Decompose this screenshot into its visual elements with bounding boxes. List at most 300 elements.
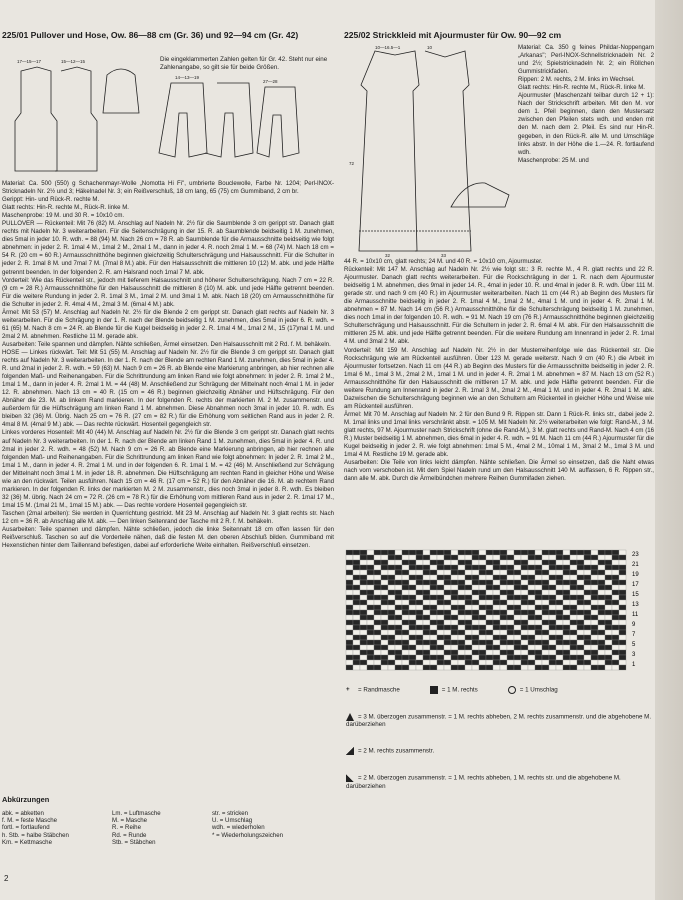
chart-cell <box>458 655 465 660</box>
chart-cell <box>570 565 577 570</box>
chart-cell <box>549 665 556 670</box>
chart-cell <box>451 555 458 560</box>
chart-cell <box>367 630 374 635</box>
chart-cell <box>556 660 563 665</box>
chart-cell <box>430 605 437 610</box>
right-para-vorder: Vorderteil: Mit 159 M. Anschlag auf Nadeln Nr. 2½ in der Musterreihenfolge wie das Rückenteil str. Die Rockschrägung wie am Rückenteil ausführen. Über 123 M. gerade weiterstr. Nach 9 cm (40 R.) die Arbeit im Ajourmuster fortsetzen. Nach 11 cm (44 R.) ab Beginn des Musters für die Armausschnitte beidseitig in jeder 2. R. 1mal 6 M., 1mal 3 M., 2mal 2 M., 1mal 1 M. und in jeder 4. R. 2mal 1 M. abnehmen = 87 M. Nach 13 cm (52 R.) Armausschnitthöhe für den Halsausschnitt die mittleren 17 M. abk. und jede Hälfte getrennt beenden. Für die weitere Rundung am Innenrand in jeder 2. R. 1mal 3 M., 2mal 2 M., 4mal 1 M. und in jeder 4. R. 2mal 1 M. abk. Dazwischen die Schulterschrägung beginnen wie an den Schultern am Rückenteil in gleicher Höhe und Weise wie am Rückenteil ausführen. <box>344 346 654 410</box>
chart-cell <box>395 660 402 665</box>
chart-cell <box>381 565 388 570</box>
chart-cell <box>542 610 549 615</box>
chart-cell <box>381 590 388 595</box>
chart-cell <box>549 615 556 620</box>
chart-cell <box>619 605 626 610</box>
chart-cell <box>479 590 486 595</box>
chart-cell <box>353 620 360 625</box>
chart-cell <box>423 650 430 655</box>
chart-cell <box>423 575 430 580</box>
chart-cell <box>619 635 626 640</box>
chart-cell <box>528 630 535 635</box>
chart-cell <box>521 610 528 615</box>
chart-cell <box>381 560 388 565</box>
chart-cell <box>381 645 388 650</box>
chart-cell <box>430 630 437 635</box>
chart-cell <box>563 630 570 635</box>
chart-row-label: 17 <box>632 582 639 588</box>
chart-cell <box>374 570 381 575</box>
chart-cell <box>388 665 395 670</box>
abbrev-col-1 <box>2 810 69 846</box>
chart-cell <box>388 620 395 625</box>
chart-cell <box>479 620 486 625</box>
chart-cell <box>563 610 570 615</box>
chart-cell <box>542 550 549 555</box>
chart-cell <box>542 565 549 570</box>
chart-cell <box>514 575 521 580</box>
legend-k2tog: = 2 M. rechts zusammenstr. <box>346 747 654 756</box>
chart-cell <box>409 575 416 580</box>
chart-cell <box>472 585 479 590</box>
chart-cell <box>507 605 514 610</box>
chart-cell <box>486 610 493 615</box>
chart-cell <box>570 550 577 555</box>
chart-cell <box>437 590 444 595</box>
chart-cell <box>619 550 626 555</box>
knit-stitch-icon <box>430 686 438 694</box>
chart-cell <box>500 620 507 625</box>
chart-cell <box>402 570 409 575</box>
chart-cell <box>346 595 353 600</box>
chart-cell <box>479 580 486 585</box>
chart-cell <box>514 605 521 610</box>
chart-cell <box>451 610 458 615</box>
left-para-taschen: Taschen (2mal arbeiten): Sie werden in Querrichtung gestrickt. Mit 23 M. Anschlag auf Nadeln Nr. 3 glatt rechts str. Nach 12 cm = 36 R. ab Anschlag alle M. abk. — Den linken Seitenrand der Tasche mit 2 R. f. M. behäkeln. <box>2 509 334 525</box>
chart-cell <box>486 655 493 660</box>
chart-cell <box>423 635 430 640</box>
chart-cell <box>556 645 563 650</box>
chart-cell <box>535 635 542 640</box>
chart-cell <box>556 650 563 655</box>
chart-cell <box>416 620 423 625</box>
chart-cell <box>367 650 374 655</box>
chart-cell <box>605 620 612 625</box>
chart-cell <box>542 615 549 620</box>
chart-cell <box>591 560 598 565</box>
chart-cell <box>381 655 388 660</box>
chart-cell <box>521 570 528 575</box>
chart-cell <box>493 635 500 640</box>
chart-cell <box>353 630 360 635</box>
chart-cell <box>444 640 451 645</box>
chart-cell <box>451 630 458 635</box>
chart-cell <box>430 640 437 645</box>
chart-cell <box>395 550 402 555</box>
chart-cell <box>353 550 360 555</box>
chart-cell <box>353 610 360 615</box>
right-side-glatt: Glatt rechts: Hin-R. rechte M., Rück-R. linke M. <box>518 84 645 92</box>
chart-cell <box>395 620 402 625</box>
chart-cell <box>409 640 416 645</box>
chart-cell <box>430 560 437 565</box>
chart-cell <box>346 575 353 580</box>
chart-cell <box>353 650 360 655</box>
chart-cell <box>521 620 528 625</box>
chart-cell <box>542 590 549 595</box>
chart-cell <box>374 565 381 570</box>
chart-cell <box>556 655 563 660</box>
chart-cell <box>416 575 423 580</box>
chart-cell <box>374 555 381 560</box>
chart-cell <box>535 560 542 565</box>
chart-cell <box>444 555 451 560</box>
chart-cell <box>619 655 626 660</box>
chart-cell <box>367 610 374 615</box>
chart-cell <box>381 575 388 580</box>
chart-cell <box>465 565 472 570</box>
chart-cell <box>577 595 584 600</box>
chart-cell <box>507 580 514 585</box>
chart-cell <box>486 590 493 595</box>
chart-cell <box>619 640 626 645</box>
chart-cell <box>472 655 479 660</box>
chart-cell <box>374 630 381 635</box>
chart-cell <box>472 600 479 605</box>
chart-cell <box>346 600 353 605</box>
chart-cell <box>591 635 598 640</box>
chart-cell <box>500 585 507 590</box>
chart-cell <box>388 555 395 560</box>
chart-cell <box>367 625 374 630</box>
chart-cell <box>605 640 612 645</box>
chart-cell <box>598 665 605 670</box>
chart-cell <box>605 655 612 660</box>
chart-cell <box>458 590 465 595</box>
chart-cell <box>472 575 479 580</box>
chart-cell <box>381 595 388 600</box>
chart-cell <box>556 605 563 610</box>
chart-cell <box>444 630 451 635</box>
chart-cell <box>430 565 437 570</box>
chart-cell <box>416 585 423 590</box>
left-title: 225/01 Pullover und Hose, Ow. 86—88 cm (Gr. 36) und 92—94 cm (Gr. 42) <box>2 30 299 40</box>
chart-cell <box>605 570 612 575</box>
chart-cell <box>479 645 486 650</box>
chart-cell <box>465 590 472 595</box>
chart-cell <box>500 635 507 640</box>
chart-cell <box>423 615 430 620</box>
left-para-glatt: Glatt rechts: Hin-R. rechte M., Rück-R. linke M. <box>2 204 129 212</box>
chart-cell <box>472 665 479 670</box>
chart-cell <box>493 610 500 615</box>
chart-cell <box>444 560 451 565</box>
chart-row-label: 5 <box>632 642 636 648</box>
chart-cell <box>493 645 500 650</box>
chart-cell <box>528 655 535 660</box>
chart-cell <box>521 615 528 620</box>
chart-cell <box>402 590 409 595</box>
chart-cell <box>493 650 500 655</box>
right-side-maschenprobe: Maschenprobe: 25 M. und <box>518 156 589 164</box>
chart-cell <box>584 620 591 625</box>
chart-cell <box>374 650 381 655</box>
right-para-ausarbeiten: Ausarbeiten: Die Teile von links leicht dämpfen. Nähte schließen. Die Ärmel so einsetzen, daß die Naht etwas nach vorn verschoben ist. Mit dem Spiel Nadeln rund um den Halsausschnitt 140 M. auffassen, 6 R. Rippen str., dann alle M. abk. Durch die Ärmelbündchen mehrere Reihen Gummifaden ziehen. <box>344 459 654 483</box>
chart-cell <box>395 640 402 645</box>
chart-cell <box>500 615 507 620</box>
chart-cell <box>416 635 423 640</box>
chart-cell <box>353 640 360 645</box>
chart-cell <box>507 615 514 620</box>
chart-cell <box>556 550 563 555</box>
abbrev-item: M. = Masche <box>112 817 148 825</box>
right-side-material: Material: Ca. 350 g feines Phildar-Noppengarn „Arkanas"; Perl-INOX-Schnellstricknadeln Nr. 2 und 2½; Spielstricknadeln Nr. 2; ein Röllchen Gummistrickfaden. <box>518 44 654 76</box>
legend-edge: + = Randmasche <box>346 686 400 694</box>
chart-cell <box>360 605 367 610</box>
chart-cell <box>374 605 381 610</box>
chart-cell <box>612 580 619 585</box>
chart-cell <box>360 615 367 620</box>
chart-cell <box>381 660 388 665</box>
chart-cell <box>591 645 598 650</box>
chart-cell <box>374 635 381 640</box>
chart-cell <box>430 625 437 630</box>
chart-cell <box>500 565 507 570</box>
chart-cell <box>465 550 472 555</box>
chart-cell <box>381 605 388 610</box>
chart-cell <box>563 600 570 605</box>
chart-cell <box>444 615 451 620</box>
legend-knit: = 1 M. rechts <box>430 686 478 695</box>
chart-cell <box>374 645 381 650</box>
chart-cell <box>458 585 465 590</box>
chart-cell <box>409 600 416 605</box>
chart-cell <box>521 550 528 555</box>
chart-cell <box>465 575 472 580</box>
chart-cell <box>500 550 507 555</box>
left-body-text <box>2 180 334 550</box>
chart-cell <box>612 570 619 575</box>
chart-cell <box>458 550 465 555</box>
chart-cell <box>451 620 458 625</box>
chart-cell <box>395 590 402 595</box>
chart-cell <box>549 640 556 645</box>
chart-cell <box>619 600 626 605</box>
slip-k2tog-psso-icon <box>346 713 354 721</box>
chart-cell <box>381 620 388 625</box>
chart-cell <box>395 585 402 590</box>
chart-cell <box>507 630 514 635</box>
chart-cell <box>486 585 493 590</box>
chart-cell <box>367 580 374 585</box>
page-number: 2 <box>4 874 9 883</box>
chart-cell <box>444 645 451 650</box>
chart-cell <box>577 620 584 625</box>
chart-cell <box>493 660 500 665</box>
chart-cell <box>402 625 409 630</box>
chart-grid <box>346 550 626 670</box>
right-header <box>344 30 654 40</box>
chart-cell <box>423 620 430 625</box>
chart-row-label: 9 <box>632 622 636 628</box>
chart-cell <box>423 585 430 590</box>
chart-cell <box>437 665 444 670</box>
chart-cell <box>374 625 381 630</box>
chart-cell <box>346 625 353 630</box>
chart-cell <box>353 600 360 605</box>
chart-cell <box>346 640 353 645</box>
chart-cell <box>472 560 479 565</box>
chart-cell <box>367 605 374 610</box>
chart-cell <box>402 650 409 655</box>
chart-cell <box>521 640 528 645</box>
chart-cell <box>367 620 374 625</box>
chart-cell <box>563 625 570 630</box>
chart-cell <box>535 580 542 585</box>
chart-cell <box>605 560 612 565</box>
chart-cell <box>451 550 458 555</box>
left-para-hose-vorder: Linkes vorderes Hosenteil: Mit 40 (44) M. Anschlag auf Nadeln Nr. 2½ für die Blende 3 cm gerippt str. Danach glatt rechts auf Nadeln Nr. 3 weiterarbeiten. In der 1. R. nach der Blende am linken Rand 1 M. zunehmen, dies 5mal in jeder 4. R. und 2mal in jeder 2. R. wdh. = 48 (52) M. Nach 9 cm = 26 R. ab Blende eine Markierung anbringen, ab hier rechnen alle folgenden Maß- und Reihenangaben. Für die Schrittrundung am linken Rand wie folgt abnehmen: In jeder 2. R. 1mal 2 M., 1mal 1 M., dann in jeder 4. R. 2mal 1 M. und in der folgenden 6. R. 1mal 1 M. = 42 (46) M. Anschließend zur Schrägung der Mittelnaht noch 3mal 1 M. in jeder 18. R. abnehmen. Die Hüftschrägung am rechten Rand in gleicher Höhe und Weise wie an den rückwärt. Teilen ausführen. Nach 15 cm = 46 R. (17 cm = 52 R.) für den Abnäher die 16. M. ab rechtem Rand markieren. In der folgenden R. links der markierten M. 2 M. zusammenstr., dies noch 3mal in jeder 8. R. wdh. Es bleiben 32 (36) M. übrig. Nach 24 cm = 72 R. (26 cm = 78 R.) für die Erhöhung vom mittleren Rand aus in jeder 2. R. 1mal 17 M., 1mal 15 M. (1mal 21 M., 1mal 15 M.) abk. — Das rechte vordere Hosenteil gegengleich str. <box>2 429 334 509</box>
chart-cell <box>619 565 626 570</box>
chart-cell <box>605 650 612 655</box>
abbrev-col-2 <box>112 810 161 846</box>
chart-cell <box>360 595 367 600</box>
chart-cell <box>500 605 507 610</box>
chart-cell <box>472 615 479 620</box>
chart-cell <box>416 590 423 595</box>
chart-cell <box>507 560 514 565</box>
chart-cell <box>486 620 493 625</box>
chart-cell <box>479 585 486 590</box>
chart-cell <box>556 635 563 640</box>
chart-cell <box>570 640 577 645</box>
left-para-pullover-ruecken: PULLOVER — Rückenteil: Mit 76 (82) M. Anschlag auf Nadeln Nr. 2½ für die Saumblende 3 cm gerippt str. Danach glatt rechts mit Nadeln Nr. 3 weiterarbeiten. Für die Seitenschrägung in der 15. R. ab Saumblende beidseitig 1 M. zunehmen, dies 5mal in jeder 10. R. wdh. = 88 (94) M. Nach 26 cm = 78 R. ab Saumblende für die Armausschnitte beidseitig wie folgt abnehmen: in jeder 2. R. 1mal 4 M., 1mal 2 M., 2mal 1 M., dann in jeder 4. R. noch 2mal 1 M. = 68 (74) M. Nach 18 cm = 54 R. (20 cm = 60 R.) Armausschnitthöhe beginnen gleichzeitig Schulterschrägung und Halsausschnitt. Für die Schulter in jeder 2. R. 1mal 8 M. und 7mal 7 M. (7mal 8 M.) abk. Für den Halsausschnitt die mittleren 10 (12) M. abk. und jede Hälfte getrennt beenden. In der folgenden 2. R. am Halsrand noch 1mal 7 M. abk. <box>2 220 334 276</box>
chart-cell <box>451 625 458 630</box>
chart-cell <box>451 640 458 645</box>
chart-cell <box>388 615 395 620</box>
chart-cell <box>563 665 570 670</box>
chart-cell <box>605 615 612 620</box>
chart-cell <box>360 635 367 640</box>
chart-cell <box>514 665 521 670</box>
chart-cell <box>479 615 486 620</box>
chart-cell <box>584 635 591 640</box>
chart-cell <box>458 555 465 560</box>
chart-cell <box>514 630 521 635</box>
abbrev-item: Rd. = Runde <box>112 831 147 839</box>
chart-cell <box>563 620 570 625</box>
chart-cell <box>563 660 570 665</box>
chart-cell <box>367 660 374 665</box>
chart-cell <box>416 570 423 575</box>
chart-row-label: 7 <box>632 632 636 638</box>
chart-cell <box>381 625 388 630</box>
chart-cell <box>535 615 542 620</box>
chart-cell <box>570 625 577 630</box>
page-gutter <box>655 0 683 900</box>
chart-cell <box>556 595 563 600</box>
chart-cell <box>577 655 584 660</box>
chart-cell <box>556 665 563 670</box>
chart-cell <box>374 550 381 555</box>
chart-cell <box>549 605 556 610</box>
chart-cell <box>416 555 423 560</box>
chart-cell <box>619 590 626 595</box>
chart-cell <box>542 650 549 655</box>
chart-cell <box>388 580 395 585</box>
svg-text:14—13—19: 14—13—19 <box>175 75 200 80</box>
chart-cell <box>465 645 472 650</box>
chart-cell <box>542 560 549 565</box>
chart-cell <box>500 645 507 650</box>
chart-cell <box>605 665 612 670</box>
chart-cell <box>570 555 577 560</box>
chart-cell <box>514 600 521 605</box>
chart-cell <box>542 635 549 640</box>
chart-cell <box>563 615 570 620</box>
chart-cell <box>360 590 367 595</box>
chart-cell <box>472 595 479 600</box>
chart-cell <box>402 555 409 560</box>
chart-cell <box>514 650 521 655</box>
chart-cell <box>437 580 444 585</box>
svg-text:17—15—17: 17—15—17 <box>17 59 42 64</box>
chart-cell <box>507 565 514 570</box>
chart-cell <box>542 640 549 645</box>
chart-cell <box>423 630 430 635</box>
chart-cell <box>472 635 479 640</box>
chart-cell <box>472 580 479 585</box>
chart-cell <box>598 655 605 660</box>
chart-cell <box>500 595 507 600</box>
chart-cell <box>360 560 367 565</box>
chart-cell <box>605 600 612 605</box>
chart-cell <box>528 590 535 595</box>
chart-cell <box>381 635 388 640</box>
chart-cell <box>381 580 388 585</box>
chart-cell <box>556 625 563 630</box>
chart-cell <box>535 620 542 625</box>
chart-cell <box>374 590 381 595</box>
chart-cell <box>472 630 479 635</box>
chart-cell <box>430 645 437 650</box>
chart-cell <box>409 635 416 640</box>
chart-cell <box>605 550 612 555</box>
chart-cell <box>423 550 430 555</box>
chart-cell <box>388 635 395 640</box>
chart-cell <box>521 635 528 640</box>
chart-cell <box>521 575 528 580</box>
chart-cell <box>465 595 472 600</box>
chart-cell <box>500 575 507 580</box>
chart-cell <box>507 665 514 670</box>
chart-cell <box>472 660 479 665</box>
chart-cell <box>507 625 514 630</box>
sleeve-schematic <box>444 176 516 216</box>
chart-cell <box>451 645 458 650</box>
chart-cell <box>409 570 416 575</box>
chart-cell <box>444 625 451 630</box>
chart-cell <box>535 565 542 570</box>
chart-cell <box>367 600 374 605</box>
chart-cell <box>437 595 444 600</box>
chart-cell <box>395 575 402 580</box>
chart-cell <box>388 660 395 665</box>
chart-cell <box>514 610 521 615</box>
chart-cell <box>500 610 507 615</box>
chart-cell <box>556 610 563 615</box>
chart-cell <box>486 625 493 630</box>
chart-cell <box>584 585 591 590</box>
right-body-text <box>344 258 654 483</box>
chart-cell <box>493 585 500 590</box>
